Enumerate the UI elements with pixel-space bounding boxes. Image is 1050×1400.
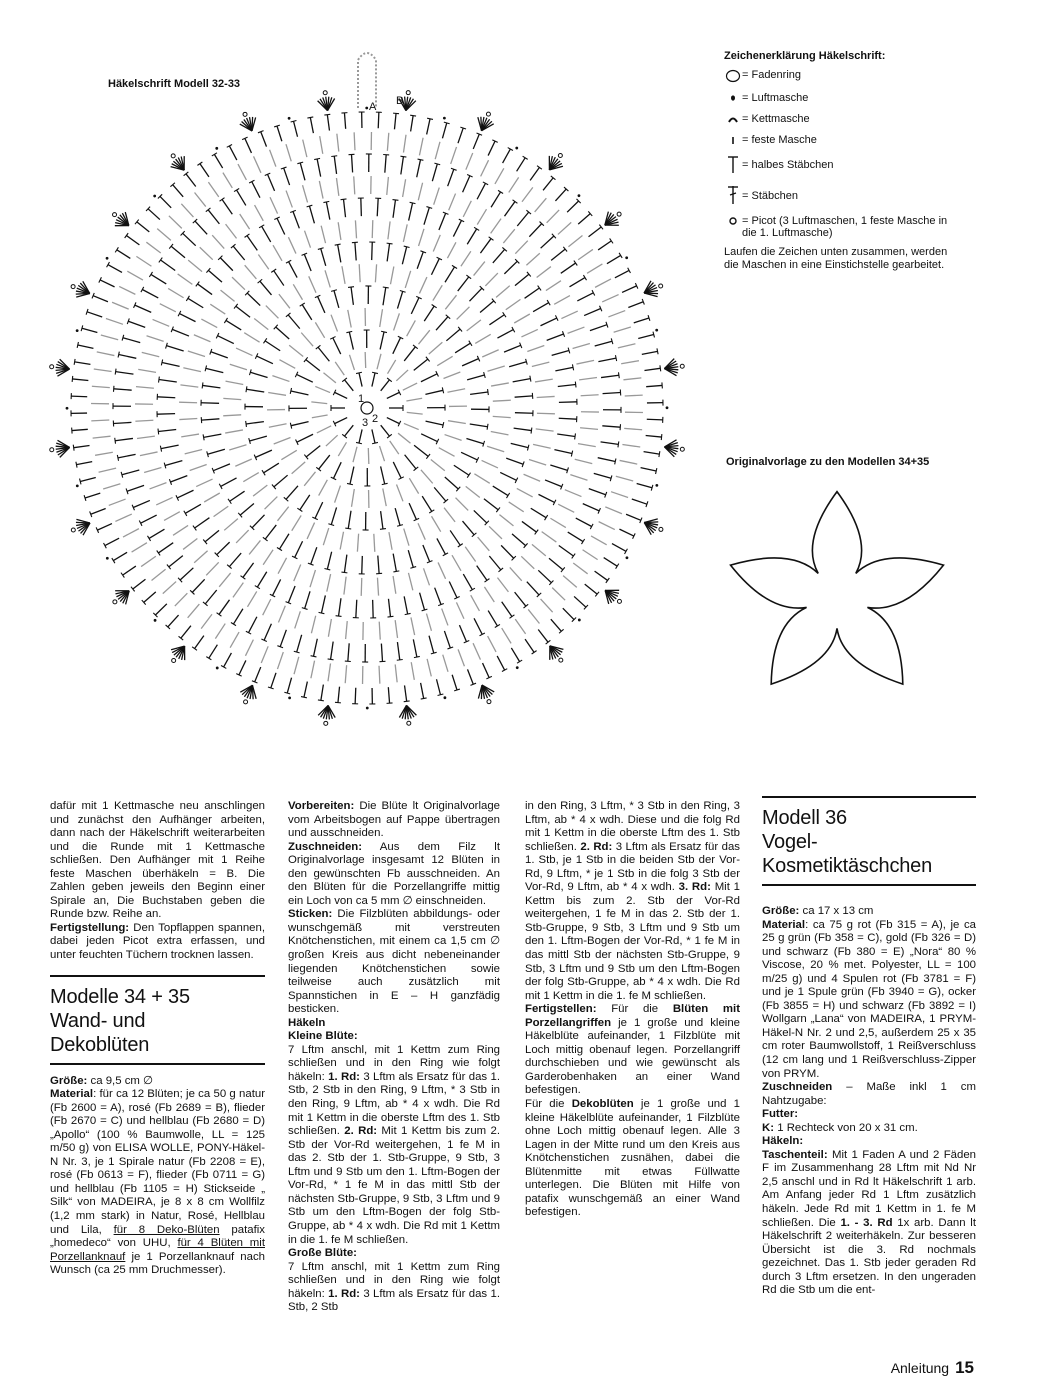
- text: 1 Rechteck von 20 x 31 cm.: [774, 1121, 918, 1134]
- paragraph: [288, 1044, 500, 1247]
- heading-line: Modell 36: [762, 807, 847, 829]
- legend-text: = Luftmasche: [742, 91, 809, 104]
- text: Für die: [525, 1098, 572, 1111]
- text: Mit 1 Kettm bis zum 2. Stb der Vor-Rd weitergehen, 1 fe M in das 2. Stb der 1. Stb-Gruppe, 9 Stb, 3 Lftm und 9 Stb um den 1. Lftm-Bogen der Vor-Rd, * 1 fe M in das mittl Stb der nächsten Stb-Gruppe, 9 Stb, 3 Lftm und 9 Stb um den Lftm-Bogen der folg Stb-Gruppe, ab * 4 x wdh. Die Rd mit 1 Kettm in die 1. fe M schließen.: [525, 881, 740, 1002]
- label: K:: [762, 1121, 775, 1134]
- paragraph: [288, 1017, 500, 1031]
- section-heading: [50, 975, 265, 1065]
- text: 1x arb. Dann lt Häkelschrift 2 weiterhäkeln. Zur besseren Übersicht ist die 3. Rd nochmals gezeichnet. Das 1. Stb jeder geraden Rd durch 3 Lftm ersetzen. In den ungeraden Rd die Stb um die ent-: [762, 1216, 976, 1297]
- text: Für die: [596, 1003, 673, 1016]
- label: 2. Rd:: [580, 840, 613, 853]
- chart-label: 3: [362, 417, 369, 429]
- paragraph: [288, 908, 500, 1016]
- paragraph: [50, 922, 265, 963]
- paragraph: [288, 1247, 500, 1261]
- label: Zuschneiden:: [288, 840, 363, 853]
- label: Kleine Blüte:: [288, 1030, 358, 1043]
- paragraph: [288, 1030, 500, 1044]
- text-column-4: [762, 905, 976, 1298]
- text: je 1 große und kleine Häkelblüte aufeinander, 1 Filzblüte mit Loch mittig obenauf legen. Porzellangriff durchschieben und wie gewünscht als Garderobenhaken an einer Wand befestigen.: [525, 1016, 740, 1097]
- heading-line: Dekoblüten: [50, 1033, 150, 1056]
- paragraph: [525, 800, 740, 1003]
- chart-label: A: [369, 101, 377, 113]
- label: Material: [50, 1088, 94, 1101]
- label: Vorbereiten:: [288, 800, 355, 812]
- legend-row-picot: [724, 215, 954, 240]
- legend-row-hdc: [724, 155, 954, 178]
- text: 7 Lftm anschl, mit 1 Kettm zum Ring schließen und in den Ring wie folgt häkeln:: [288, 1260, 500, 1300]
- legend-row-dc: [724, 184, 954, 209]
- legend-note: Laufen die Zeichen unten zusammen, werden die Maschen in eine Einstichstelle gearbeitet.: [724, 245, 948, 271]
- text: : für ca 12 Blüten; je ca 50 g natur (Fb 2600 = A), rosé (Fb 2689 = B), flieder (Fb 2670 = C) und hellblau (Fb 2680 = D) „Apollo“ (100 % Baumwolle, LL = 125 m/50 g) von ELISA WOLLE, PONY-Häkel-N Nr. 3, je 1 Spirale natur (Fb 2208 = E), rosé (Fb 0613 = F), flieder (Fb 0711 = G) und hellblau (Fb 1105 = H) Stickseide „ Silk“ von MADEIRA, je 8 x 8 cm Wollfilz (1,2 mm stark) in Natur, Rosé, Hellblau und Lila,: [50, 1088, 265, 1236]
- text: 3 Lftm als Ersatz für das 1. Stb, 2 Stb in den Ring, 9 Lftm, * 3 Stb in den Ring, 9 Lftm, ab * 4 x wdh. Die Rd mit 1 Kettm in die oberste Lftm des 1. Stb schließen.: [288, 1070, 500, 1138]
- underlined-text: für 8 Deko-Blüten: [113, 1223, 220, 1236]
- label: Blüten mit Porzellangriffen: [525, 1003, 740, 1029]
- text: 3 Lftm als Ersatz für das 1. Stb, je 1 Stb in die beiden Stb der Vor-Rd, 9 Lftm, * je 1 Stb in die folg 3 Stb der Vor-Rd, 9 Lftm, ab * 4 x wdh.: [525, 840, 740, 894]
- flower-template-outline: [662, 480, 1002, 720]
- text: ca 9,5 cm ∅: [87, 1074, 153, 1087]
- paragraph: [525, 1098, 740, 1220]
- text: Mit 1 Kettm bis zum 2. Stb der Vor-Rd weitergehen, 1 fe M in das 2. Stb der 1. Stb-Gruppe, 9 Stb, 3 Lftm und 9 Stb um den 1. Lftm-Bogen der Vor-Rd, * 1 fe M in das mittl Stb der nächsten Stb-Gruppe, 9 Stb, 3 Lftm und 9 Stb um den Lftm-Bogen der folg Stb-Gruppe, ab * 4 x wdh. Die Rd mit 1 Kettm in die 1. fe M schließen.: [288, 1125, 500, 1246]
- chart-label: 2: [372, 413, 379, 425]
- chart-label: 1: [358, 393, 365, 405]
- chain-stitch-icon: [724, 92, 742, 107]
- label: Häkeln: [288, 1016, 326, 1029]
- text-column-1: [50, 800, 265, 1278]
- legend-text: = feste Masche: [742, 133, 817, 146]
- text: : ca 75 g rot (Fb 315 = A), je ca 25 g grün (Fb 358 = C), gold (Fb 326 = D) und schwarz (Fb 380 = E) „Nora“ 80 % Viscose, 20 % met. Polyester, LL = 100 m/25 g) und 4 Spulen rot (Fb 3781 = F) und je 1 Spule grün (Fb 3940 = G), ocker (Fb 3855 = H) und schwarz (Fb 3892 = I) Wollgarn „Lana“ von MADEIRA, 1 PRYM-Häkel-N Nr. 2 und 2,5, außerdem 25 x 35 cm roter Baumwollstoff, 1 Reißverschluss (12 cm lang und 1 Reißverschluss-Zipper von PRYM.: [762, 918, 976, 1080]
- legend-text: = Stäbchen: [742, 189, 798, 202]
- footer-label: Anleitung: [890, 1360, 950, 1376]
- label: Material: [762, 918, 806, 931]
- legend: [724, 50, 954, 271]
- text: Die Filzblüten abbildungs- oder wunschgemäß mit verstreuten Knötchenstichen, mit einem ca 1,5 cm ∅ großen Kreis aus dicht nebeneinander liegenden Knötchenstichen sowie teilweise auch zusätzlich mit Spannstichen in E – H ganzfädig besticken.: [288, 908, 500, 1016]
- text: Mit 1 Faden A und 2 Fäden F im Zusammenhang 28 Lftm mit Nd Nr 2,5 anschl und in Rd lt Häkelschrift 1 arb. Am Anfang jeder Rd 1 Lftm zusätzlich häkeln. Jede Rd mit 1 Kettm in 1. fe M schließen. Die: [762, 1148, 976, 1229]
- legend-row-sc: [724, 134, 954, 149]
- text: 7 Lftm anschl, mit 1 Kettm zum Ring schließen und in den Ring wie folgt häkeln:: [288, 1043, 500, 1083]
- legend-title: Zeichenerklärung Häkelschrift:: [724, 50, 886, 62]
- slip-stitch-icon: [724, 113, 742, 128]
- label: 1. Rd:: [328, 1070, 360, 1083]
- paragraph: dafür mit 1 Kettmasche neu anschlingen und zunächst den Aufhänger arbeiten, dann nach der Häkelschrift weiterarbeiten und die Runde mit 1 Kettmasche schließen. Den Aufhänger mit 1 Reihe feste Maschen überhäkeln = B. Die Zahlen geben jeweils den Beginn einer Spirale an, Die Buchstaben geben die Runde bzw. Reihe an.: [50, 800, 265, 921]
- chart-label: B: [396, 95, 404, 107]
- double-crochet-icon: [724, 184, 742, 209]
- text: Die Blüte lt Originalvorlage vom Arbeitsbogen auf Pappe übertragen und ausschneiden.: [288, 800, 500, 840]
- crochet-chart: [40, 40, 710, 740]
- label: 1. Rd:: [328, 1287, 360, 1300]
- label: 1. - 3. Rd: [840, 1216, 893, 1229]
- text-column-2: [288, 800, 500, 1315]
- paragraph: [288, 841, 500, 909]
- paragraph: [762, 1135, 976, 1149]
- label: Größe:: [50, 1074, 88, 1087]
- section-heading-modell-36: [762, 796, 976, 886]
- legend-row-slip: [724, 113, 954, 128]
- label: Fertigstellen:: [525, 1003, 597, 1016]
- page-number: 15: [955, 1358, 974, 1377]
- paragraph: [762, 905, 976, 919]
- text: Aus dem Filz lt Originalvorlage insgesamt 12 Blüten in den gewünschten Fb ausschneiden. An den Blüten für die Porzellangriffe mittig ein Loch von ca 5 mm ∅ einschneiden.: [288, 840, 500, 907]
- text: je 1 Porzellanknauf nach Wunsch (ca 25 mm Druchmesser).: [50, 1250, 265, 1277]
- label: Große Blüte:: [288, 1247, 357, 1260]
- picot-icon: [724, 215, 742, 230]
- legend-text: = Picot (3 Luftmaschen, 1 feste Masche in die 1. Luftmasche): [742, 214, 948, 240]
- legend-row-ring: [724, 69, 954, 86]
- single-crochet-icon: [724, 134, 742, 149]
- text: je 1 große und 1 kleine Häkelblüte aufeinander, 1 Filzblüte ohne Loch mittig obenauf legen. Alle 3 Lagen in der Mitte rund um den Kreis aus Knötchenstichen zusnähen, dabei die Blütenmitte mit etwas Füllwatte unterlegen. Die Blüten mit Hilfe von patafix wunschgemäß an einer Wand befestigen.: [525, 1098, 740, 1219]
- paragraph: [762, 1122, 976, 1136]
- legend-text: = Fadenring: [742, 68, 802, 81]
- text: 3 Lftm als Ersatz für das 1. Stb, 2 Stb: [288, 1287, 500, 1314]
- text: Den Topflappen spannen, dabei jeden Picot extra erfassen, und unter feuchten Tüchern trocknen lassen.: [50, 921, 265, 962]
- legend-row-chain: [724, 92, 954, 107]
- flower-template-title: Originalvorlage zu den Modellen 34+35: [726, 456, 930, 468]
- legend-text: = halbes Stäbchen: [742, 158, 834, 171]
- paragraph: [762, 919, 976, 1082]
- heading-line: Vogel-: [762, 831, 818, 853]
- text: ca 17 x 13 cm: [799, 905, 874, 917]
- label: Dekoblüten: [571, 1098, 634, 1111]
- label: Zuschneiden: [762, 1081, 833, 1094]
- label: Taschenteil:: [762, 1148, 828, 1161]
- label: Häkeln:: [762, 1135, 804, 1148]
- label: 2. Rd:: [344, 1125, 378, 1138]
- label: Futter:: [762, 1108, 799, 1121]
- paragraph: [288, 1261, 500, 1315]
- paragraph: [762, 1108, 976, 1122]
- label: Größe:: [762, 905, 800, 917]
- paragraph: [50, 1088, 265, 1278]
- page-footer: [891, 1358, 974, 1378]
- text: patafix „homedeco“ von UHU,: [50, 1223, 265, 1250]
- ring-icon: [724, 69, 742, 86]
- heading-line: Modelle 34 + 35: [50, 985, 190, 1008]
- paragraph: [50, 1075, 265, 1089]
- label: Fertigstellung:: [50, 921, 130, 934]
- half-double-crochet-icon: [724, 155, 742, 178]
- text-column-3: [525, 800, 740, 1220]
- legend-text: = Kettmasche: [742, 112, 810, 125]
- paragraph: [762, 1081, 976, 1108]
- heading-line: Wand- und: [50, 1009, 146, 1032]
- paragraph: [288, 800, 500, 841]
- text: – Maße inkl 1 cm Nahtzugabe:: [762, 1081, 976, 1107]
- chart-title: Häkelschrift Modell 32-33: [108, 78, 241, 90]
- paragraph: [525, 1003, 740, 1098]
- label: Sticken:: [288, 908, 333, 921]
- text: in den Ring, 3 Lftm, * 3 Stb in den Ring, 3 Lftm, ab * 4 x wdh. Diese und die folg Rd mit 1 Kettm in die oberste Lftm des 1. Stb schließen.: [525, 800, 740, 853]
- label: 3. Rd:: [678, 881, 711, 894]
- heading-line: Kosmetiktäschchen: [762, 855, 933, 877]
- underlined-text: für 4 Blüten mit Porzellanknauf: [50, 1237, 265, 1263]
- paragraph: [762, 1149, 976, 1298]
